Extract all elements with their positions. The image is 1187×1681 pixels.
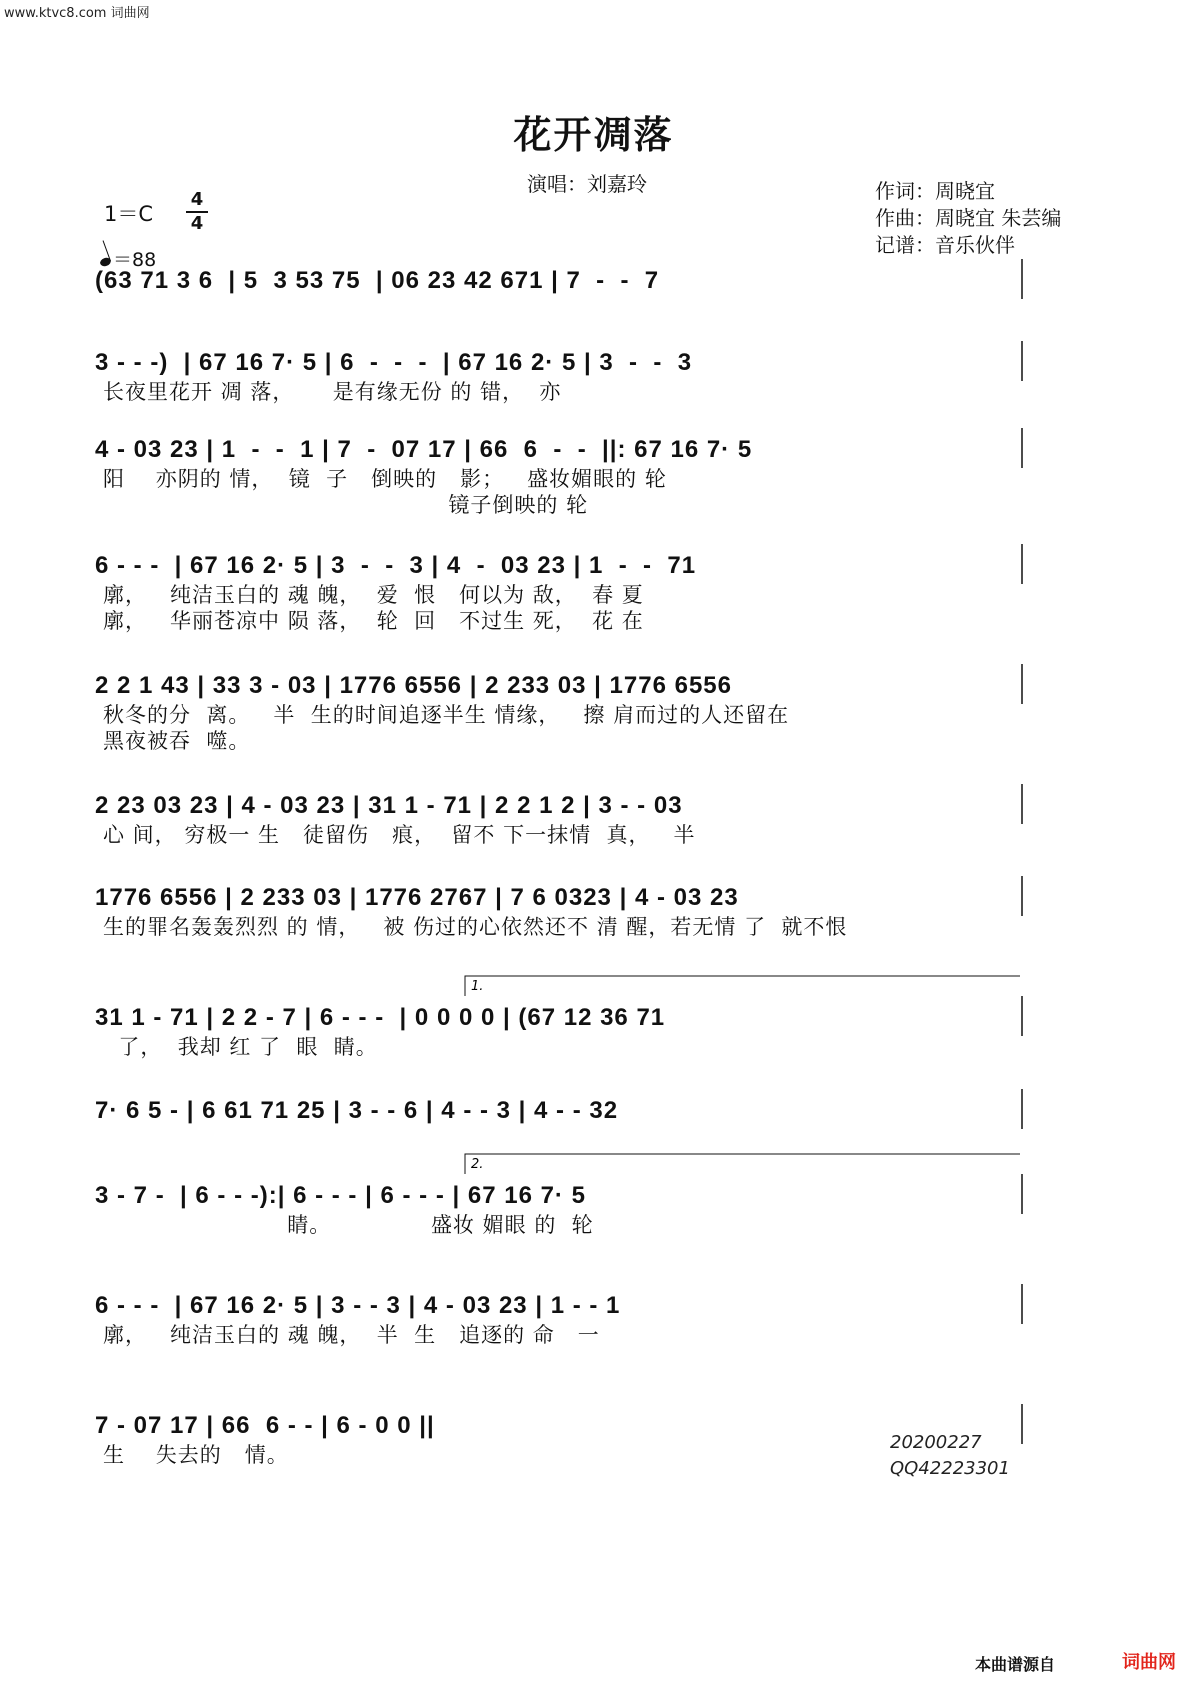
staff-notes: 7 - 07 17 | 66 6 - - | 6 - 0 0 || [95, 1412, 435, 1439]
song-title: 花开凋落 [513, 112, 674, 157]
singer-credit: 演唱：刘嘉玲 [527, 172, 647, 196]
volta-bracket [465, 1154, 1020, 1174]
staff-notes: 3 - 7 - | 6 - - -):| 6 - - - | 6 - - - | 67 16 7· 5 [95, 1182, 586, 1209]
transcriber-credit: 记谱：音乐伙伴 [875, 233, 1015, 257]
lyricist-credit: 作词：周晓宜 [875, 179, 995, 203]
staff-line [95, 337, 1095, 381]
lyric-line: 黑夜被吞 噬。 [103, 729, 251, 753]
volta-bracket [465, 976, 1020, 996]
staff-notes: 3 - - -) | 67 16 7· 5 | 6 - - - | 67 16 2· 5 | 3 - - 3 [95, 349, 693, 376]
lyric-line: 心 间， 穷极一 生 徒留伤 痕， 留不 下一抹情 真， 半 [103, 823, 696, 847]
staff-notes: 7· 6 5 - | 6 61 71 25 | 3 - - 6 | 4 - - 3 | 4 - - 32 [95, 1097, 619, 1124]
staff-line [95, 1280, 1095, 1324]
lyric-line: 睛。 盛妆 媚眼 的 轮 [103, 1213, 594, 1237]
staff-notes: (63 71 3 6 | 5 3 53 75 | 06 23 42 671 | 7 - - 7 [95, 267, 660, 294]
staff-notes: 1776 6556 | 2 233 03 | 1776 2767 | 7 6 0323 | 4 - 03 23 [95, 884, 739, 911]
meter-bottom: 4 [190, 213, 204, 234]
lyric-line: 长夜里花开 凋 落， 是有缘无份 的 错， 亦 [103, 380, 562, 404]
staff-line [95, 1157, 1095, 1214]
staff-line [95, 424, 1095, 468]
staff-line [95, 780, 1095, 824]
staff-line [95, 1085, 1095, 1129]
staff-line [95, 540, 1095, 584]
lyric-line: 镜子倒映的 轮 [103, 493, 589, 517]
volta-number: 2. [471, 1157, 484, 1172]
site-watermark: www.ktvc8.com 词曲网 [4, 6, 150, 21]
staff-notes: 6 - - - | 67 16 2· 5 | 3 - - 3 | 4 - 03 23 | 1 - - 1 [95, 1292, 621, 1319]
lyric-line: 了， 我却 红 了 眼 睛。 [103, 1035, 378, 1059]
staff-notes: 31 1 - 71 | 2 2 - 7 | 6 - - - | 0 0 0 0 | (67 12 36 71 [95, 1004, 666, 1031]
lyric-line: 廓， 纯洁玉白的 魂 魄， 爱 恨 何以为 敌， 春 夏 [103, 583, 644, 607]
lyric-line: 阳 亦阴的 情， 镜 子 倒映的 影； 盛妆媚眼的 轮 [103, 467, 667, 491]
staff-line [95, 660, 1095, 704]
staff-line [95, 979, 1095, 1036]
lyric-line: 廓， 纯洁玉白的 魂 魄， 半 生 追逐的 命 一 [103, 1323, 600, 1347]
stamp-date: 20200227 [890, 1432, 982, 1453]
stamp-qq: QQ42223301 [890, 1458, 1010, 1479]
credits-block [875, 178, 1061, 259]
composer-credit: 作曲：周晓宜 朱芸编 [875, 206, 1062, 230]
staff-notes: 2 23 03 23 | 4 - 03 23 | 31 1 - 71 | 2 2 1 2 | 3 - - 03 [95, 792, 683, 819]
volta-number: 1. [471, 979, 484, 994]
meter-top: 4 [190, 189, 204, 210]
lyric-line: 廓， 华丽苍凉中 陨 落， 轮 回 不过生 死， 花 在 [103, 609, 644, 633]
lyric-line: 秋冬的分 离。 半 生的时间追逐半生 情缘， 擦 肩而过的人还留在 [103, 703, 790, 727]
staff-notes: 2 2 1 43 | 33 3 - 03 | 1776 6556 | 2 233 03 | 1776 6556 [95, 672, 732, 699]
staff-notes: 4 - 03 23 | 1 - - 1 | 7 - 07 17 | 66 6 - - ||: 67 16 7· 5 [95, 436, 753, 463]
lyric-line: 生的罪名轰轰烈烈 的 情， 被 伤过的心依然还不 清 醒，若无情 了 就不恨 [103, 915, 848, 939]
lyric-line: 生 失去的 情。 [103, 1443, 289, 1467]
tempo-value: ＝88 [113, 249, 157, 271]
staff-line [95, 255, 1095, 299]
footer-brand: 词曲网 [1122, 1652, 1176, 1673]
staff-notes: 6 - - - | 67 16 2· 5 | 3 - - 3 | 4 - 03 23 | 1 - - 71 [95, 552, 697, 579]
staff-line [95, 872, 1095, 916]
key-signature: 1＝C [104, 202, 154, 226]
time-signature [186, 190, 208, 234]
footer-source: 本曲谱源自 [975, 1655, 1056, 1674]
